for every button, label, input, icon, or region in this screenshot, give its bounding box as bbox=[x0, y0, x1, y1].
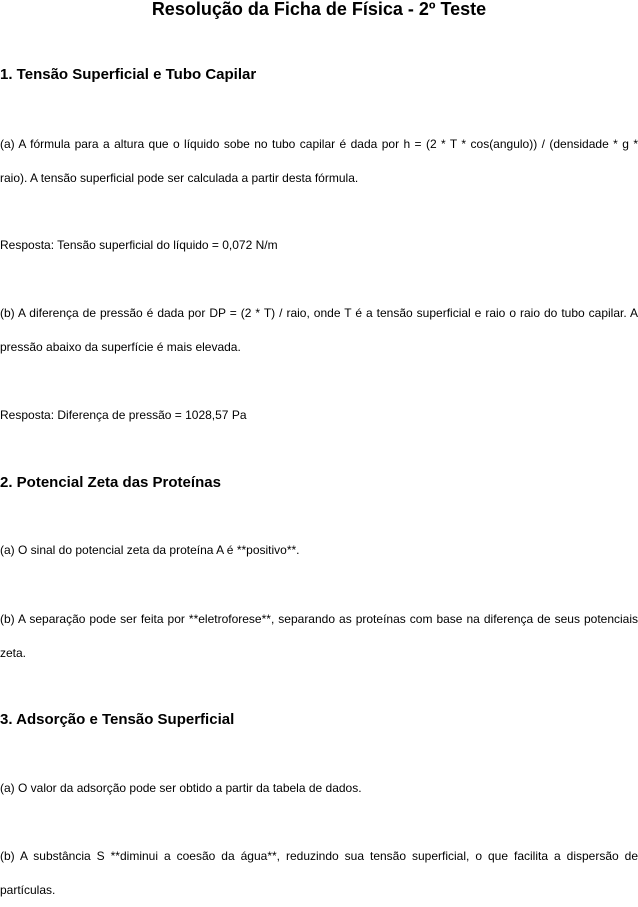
section-1-paragraph-a: (a) A fórmula para a altura que o líquido sobe no tubo capilar é dada por h = (2 * T * cos(angulo)) / (densidade * g * raio). A tensão superficial pode ser calculada a partir desta fórmula. bbox=[0, 137, 638, 185]
section-1-answer-a: Resposta: Tensão superficial do líquido = 0,072 N/m bbox=[0, 238, 278, 252]
section-2-heading: 2. Potencial Zeta das Proteínas bbox=[0, 474, 221, 491]
section-2-paragraph-a: (a) O sinal do potencial zeta da proteína A é **positivo**. bbox=[0, 543, 300, 557]
document-title: Resolução da Ficha de Física - 2º Teste bbox=[151, 0, 487, 19]
section-1-heading: 1. Tensão Superficial e Tubo Capilar bbox=[0, 66, 257, 83]
section-3-paragraph-a: (a) O valor da adsorção pode ser obtido a partir da tabela de dados. bbox=[0, 781, 362, 795]
section-2-paragraph-b: (b) A separação pode ser feita por **eletroforese**, separando as proteínas com base na diferença de seus potenciais zeta. bbox=[0, 612, 638, 660]
section-3-paragraph-b: (b) A substância S **diminui a coesão da água**, reduzindo sua tensão superficial, o que facilita a dispersão de partículas. bbox=[0, 849, 638, 897]
section-1-paragraph-b: (b) A diferença de pressão é dada por DP = (2 * T) / raio, onde T é a tensão superficial e raio o raio do tubo capilar. A pressão abaixo da superfície é mais elevada. bbox=[0, 306, 638, 354]
section-3-heading: 3. Adsorção e Tensão Superficial bbox=[0, 711, 235, 728]
section-1-answer-b: Resposta: Diferença de pressão = 1028,57 Pa bbox=[0, 408, 247, 422]
